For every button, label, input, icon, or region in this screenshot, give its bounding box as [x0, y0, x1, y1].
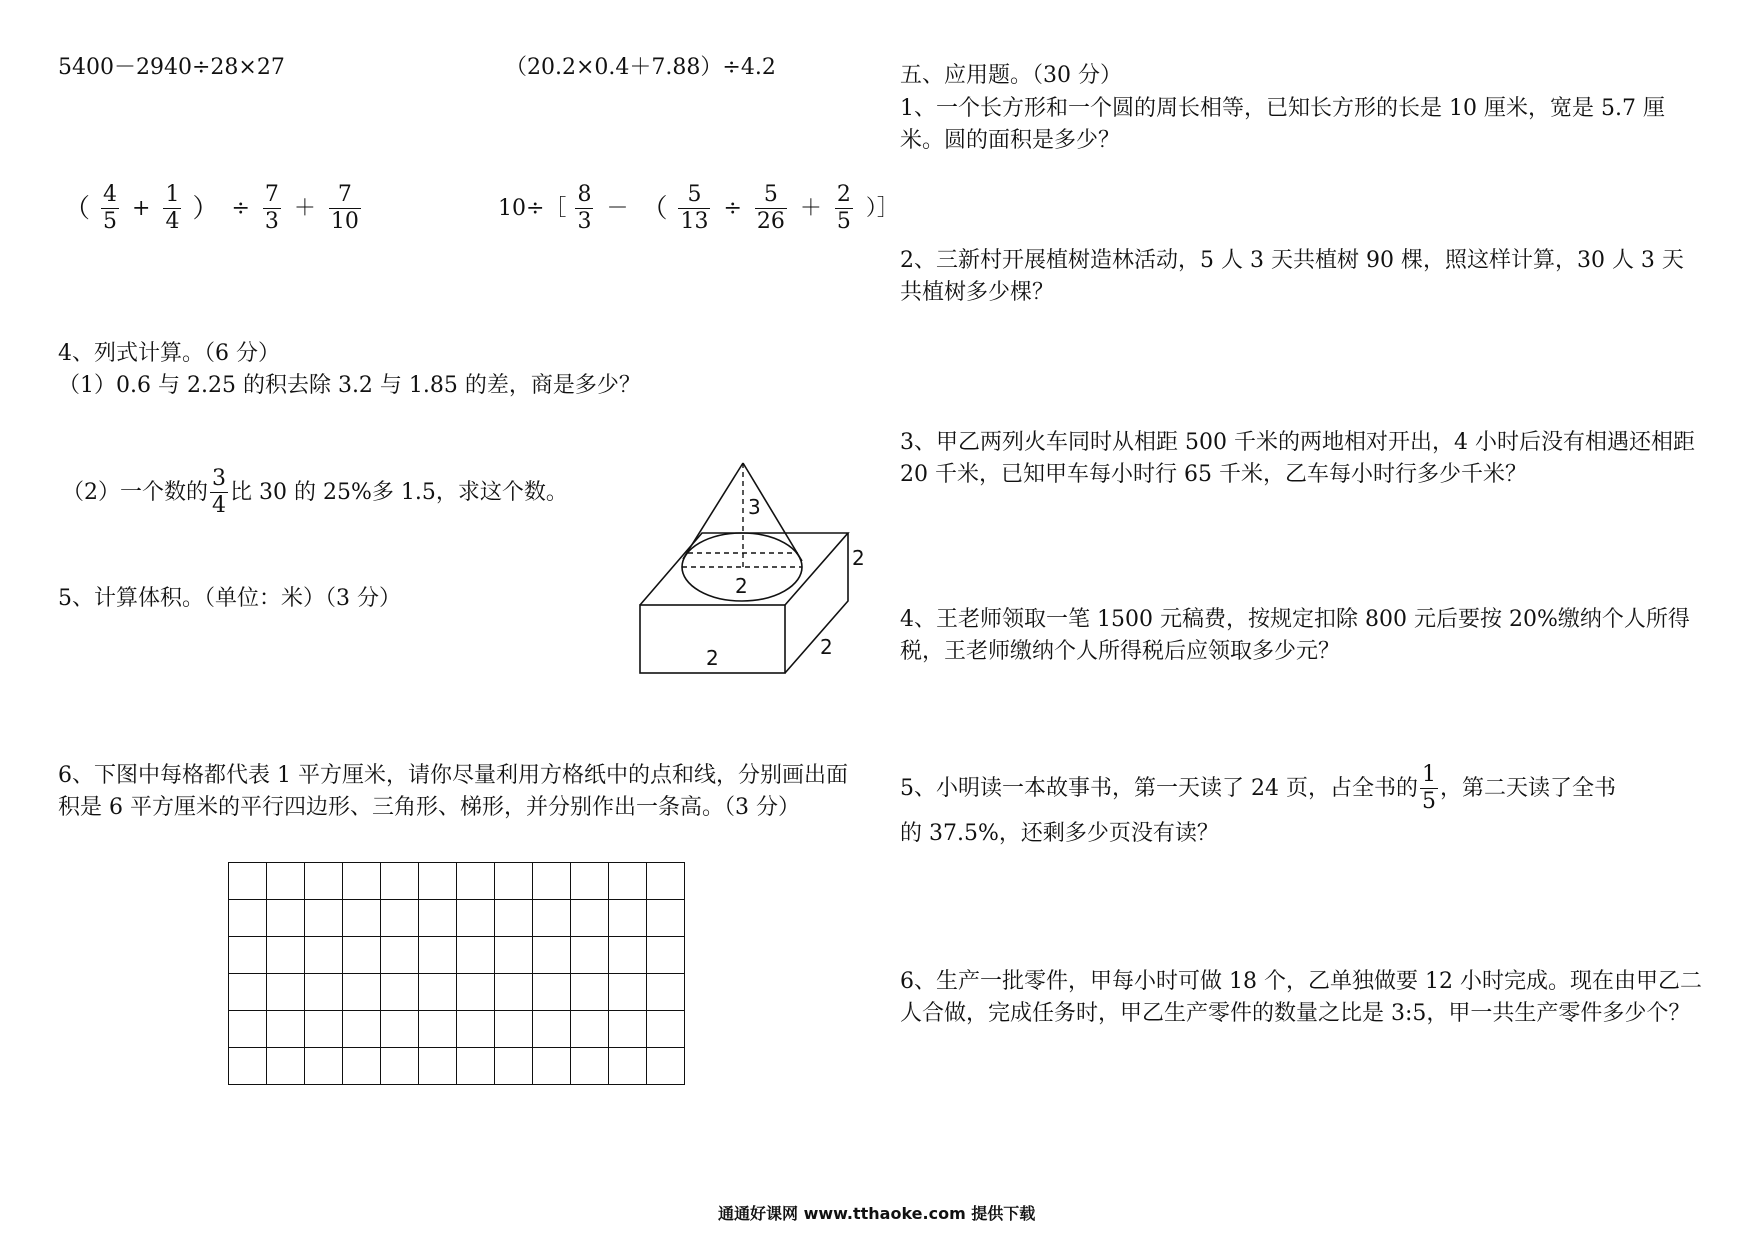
question-6-text: 6、下图中每格都代表 1 平方厘米，请你尽量利用方格纸中的点和线，分别画出面积是 6 平方厘米的平行四边形、三角形、梯形，并分别作出一条高。（3 分） — [58, 763, 848, 820]
fraction: $\frac{1}{5}$ — [1421, 762, 1436, 814]
fraction: $\frac{4}{5}$ — [103, 182, 118, 234]
cone-height-label: 3 — [748, 495, 761, 519]
box-depth-label: 2 — [820, 635, 833, 659]
fraction: $\frac{7}{3}$ — [264, 182, 279, 234]
question-5-title: 5、计算体积。（单位：米）（3 分） — [58, 586, 401, 611]
fraction: $\frac{8}{3}$ — [577, 182, 592, 234]
grid-paper — [228, 862, 685, 1085]
problem-5-line-1: 5、小明读一本故事书，第一天读了 24 页，占全书的 $\frac{1}{5}$ ，第二天读了全书 — [900, 762, 1616, 814]
problem-2: 2、三新村开展植树造林活动，5 人 3 天共植树 90 棵，照这样计算，30 人 3 天共植树多少棵？ — [900, 248, 1684, 305]
diameter-label: 2 — [735, 574, 748, 598]
question-4-2: （2）一个数的 $\frac{3}{4}$ 比 30 的 25%多 1.5，求这个数。 — [62, 466, 568, 518]
problem-3: 3、甲乙两列火车同时从相距 500 千米的两地相对开出，4 小时后没有相遇还相距 20 千米，已知甲车每小时行 65 千米，乙车每小时行多少千米？ — [900, 430, 1695, 487]
box-right-face — [785, 533, 848, 673]
box-height-label: 2 — [852, 546, 865, 570]
problem-4: 4、王老师领取一笔 1500 元稿费，按规定扣除 800 元后要按 20%缴纳个人所得税，王老师缴纳个人所得税后应领取多少元？ — [900, 607, 1690, 664]
fraction: $\frac{1}{4}$ — [165, 182, 180, 234]
cone-left-edge — [683, 463, 743, 559]
fraction: $\frac{3}{4}$ — [212, 466, 226, 518]
fraction: $\frac{7}{10}$ — [330, 182, 359, 234]
calc-expression-1: 5400－2940÷28×27 — [58, 55, 285, 80]
question-4-title: 4、列式计算。（6 分） — [58, 341, 280, 366]
footer-credit: 通通好课网 www.tthaoke.com 提供下载 — [718, 1204, 1036, 1223]
calc-expression-3: （ $\frac{4}{5}$ + $\frac{1}{4}$ ） ÷ $\frac{7}{3}$ ＋ $\frac{7}{10}$ — [64, 182, 359, 234]
fraction: $\frac{5}{26}$ — [756, 182, 785, 234]
problem-1: 1、一个长方形和一个圆的周长相等，已知长方形的长是 10 厘米，宽是 5.7 厘米。圆的面积是多少？ — [900, 96, 1665, 153]
box-width-label: 2 — [706, 646, 719, 670]
calc-expression-2: （20.2×0.4＋7.88）÷4.2 — [505, 55, 776, 80]
cone-on-box-figure — [630, 455, 890, 685]
calc-expression-4: 10÷［ $\frac{8}{3}$ － （ $\frac{5}{13}$ ÷ $\frac{5}{26}$ ＋ $\frac{2}{5}$ ）］ — [498, 182, 899, 234]
problem-6: 6、生产一批零件，甲每小时可做 18 个，乙单独做要 12 小时完成。现在由甲乙二人合做，完成任务时，甲乙生产零件的数量之比是 3:5，甲一共生产零件多少个？ — [900, 969, 1702, 1026]
fraction: $\frac{2}{5}$ — [836, 182, 851, 234]
question-4-1: （1）0.6 与 2.25 的积去除 3.2 与 1.85 的差，商是多少？ — [58, 373, 641, 398]
fraction: $\frac{5}{13}$ — [680, 182, 709, 234]
problem-5-line-2: 的 37.5%，还剩多少页没有读？ — [900, 821, 1219, 846]
section-5-title: 五、应用题。（30 分） — [900, 63, 1122, 88]
